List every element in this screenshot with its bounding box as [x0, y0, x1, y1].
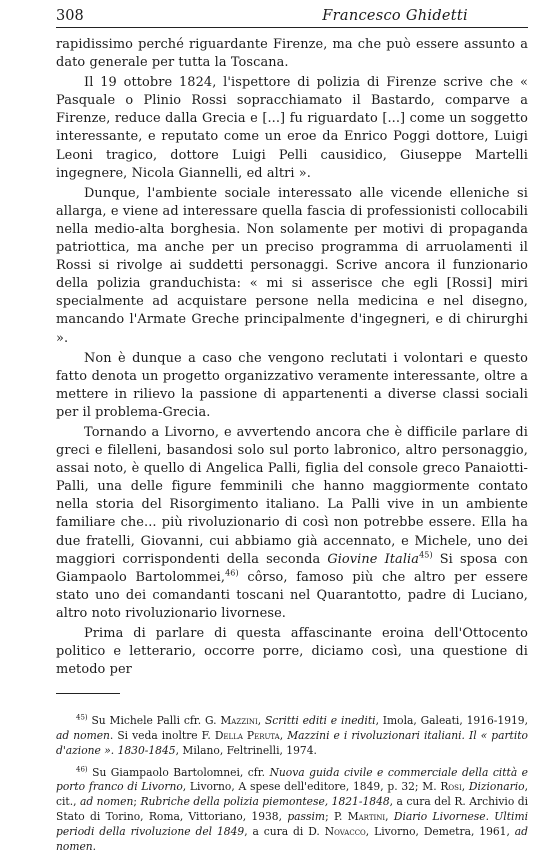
fn46-text: , Livorno, Demetra, 1961, — [365, 824, 515, 838]
fn46-title: Dizionario — [468, 780, 525, 794]
fn45-text: , — [279, 729, 288, 743]
fn45-author-della-peruta: Della Peruta — [214, 729, 280, 743]
fn45-text: . Si veda inoltre F. — [109, 729, 215, 743]
fn46-text: , Livorno, A spese dell'editore, 1849, p. 32; M. — [182, 780, 441, 794]
fn46-text: , a cura di D. — [244, 824, 325, 838]
fn46-title: Nuova guida civile e commerciale della città e porto franco di Livorno — [56, 765, 528, 794]
fn46-title: Rubriche della polizia piemontese, 1821-1848 — [140, 795, 390, 809]
fn46-text: , — [461, 780, 469, 794]
paragraph-5-text-a: Tornando a Livorno, e avvertendo ancora che è difficile parlare di greci e filelleni, basandosi solo sul porto labronico, altro personaggio, assai noto, è quello di Angelica Palli, figlia del console greco Panaiotti-Palli, una delle figure femminili che hanno maggiormente contato nella storia del Risorgimento italiano. La Palli vive in un ambiente familiare che... più rivoluzionario di così non potrebbe essere. Ella ha due fratelli, Giovanni, cui abbiamo già accennato, e Michele, uno dei maggiori corrispondenti della seconda — [56, 424, 528, 567]
fn45-text: , Milano, Feltrinelli, 1974. — [175, 743, 317, 757]
paragraph-5-text-b: Si sposa con Giampaolo Bartolommei, — [56, 551, 529, 585]
fn46-text: , a cura del R. Archivio di Stato di Torino, Roma, Vittoriano, 1938, — [56, 795, 529, 824]
footnote-45 — [56, 714, 528, 758]
paragraph-5-text-c: côrso, famoso più che altro per essere stato uno dei comandanti toscani nel Quarantotto, padre di Luciano, altro noto rivoluzionario livornese. — [56, 569, 528, 621]
fn46-text: ; P. — [325, 810, 348, 824]
paragraph-1: rapidissimo perché riguardante Firenze, ma che può essere assunto a dato generale per tutta la Toscana. — [56, 37, 528, 71]
body-text — [56, 36, 528, 679]
fn45-title: Mazzini e i rivoluzionari italiani. Il « partito d'azione ». 1830-1845 — [56, 729, 528, 757]
fn45-text: , Imola, Galeati, 1916-1919, — [375, 714, 528, 728]
paragraph-6: Prima di parlare di questa affascinante eroina dell'Ottocento politico e letterario, occorre porre, diciamo così, una questione di metodo per — [56, 626, 528, 678]
fn46-editor-novacco: Novacco — [324, 824, 366, 838]
fn46-title: Diario Livornese. Ultimi periodi della rivoluzione del 1849 — [56, 810, 528, 838]
page-number: 308 — [56, 8, 84, 24]
fn45-text: , — [257, 714, 265, 728]
footnote-46 — [56, 766, 528, 854]
footnote-ref-46[interactable]: 46) — [225, 568, 239, 578]
giovine-italia-title: Giovine Italia — [327, 551, 420, 567]
fn45-ad-nomen: ad nomen — [56, 729, 110, 743]
paragraph-3: Dunque, l'ambiente sociale interessato alle vicende elleniche si allarga, e viene ad interessare quella fascia di professionisti collocabili nella medio-alta borghesia. Non solamente per motivi di propaganda patriottica, ma anche per un preciso programma di arruolamenti il Rossi si rivolge ai suddetti personaggi. Scrive ancora il funzionario della polizia granduchista: « mi si asserisce che egli [Rossi] miri specialmente ad acquistare persone nella medicina e nel disegno, mancando l'Armate Greche principalmente d'ingegneri, e di chirurghi ». — [56, 185, 528, 346]
fn46-author-martini: Martini — [347, 810, 386, 824]
fn46-passim: passim — [287, 810, 326, 824]
fn46-text: , cit., — [56, 780, 528, 809]
fn46-text: . — [92, 839, 97, 853]
header-rule — [56, 27, 528, 28]
footnote-number-46: 46) — [76, 765, 88, 774]
footnote-ref-45[interactable]: 45) — [419, 550, 433, 560]
fn46-ad-nomen: ad nomen — [56, 824, 528, 853]
fn46-text: Su Giampaolo Bartolomnei, cfr. — [87, 765, 270, 779]
fn46-ad-nomen: ad nomen — [79, 795, 134, 809]
paragraph-4: Non è dunque a caso che vengono reclutati i volontari e questo fatto denota un progetto organizzativo veramente interessante, oltre a mettere in rilievo la passione di appartenenti a diverse classi sociali per il problema-Grecia. — [56, 350, 528, 420]
page-header — [56, 8, 528, 27]
footnotes — [56, 714, 528, 854]
paragraph-2: Il 19 ottobre 1824, l'ispettore di polizia di Firenze scrive che « Pasquale o Plinio Rossi sopracchiamato il Bastardo, comparve a Firenze, reduce dalla Grecia e [...] fu riguardato [...] come un soggetto interessante, e reputato come un eroe da Enrico Poggi dottore, Luigi Leoni tragico, dottore Luigi Pelli causidico, Giuseppe Martelli ingegnere, Nicola Giannelli, ed altri ». — [56, 75, 528, 181]
fn46-author-rosi: Rosi — [440, 780, 462, 794]
footnote-separator — [56, 693, 120, 694]
fn46-text: , — [385, 810, 394, 824]
running-head: Francesco Ghidetti — [322, 8, 468, 24]
fn46-text: ; — [133, 795, 141, 809]
paragraph-5 — [56, 424, 528, 623]
fn45-text: Su Michele Palli cfr. G. — [87, 714, 221, 728]
footnote-number-45: 45) — [76, 713, 88, 722]
fn45-author-mazzini: Mazzini — [220, 714, 258, 728]
fn45-title: Scritti editi e inediti — [264, 714, 376, 728]
